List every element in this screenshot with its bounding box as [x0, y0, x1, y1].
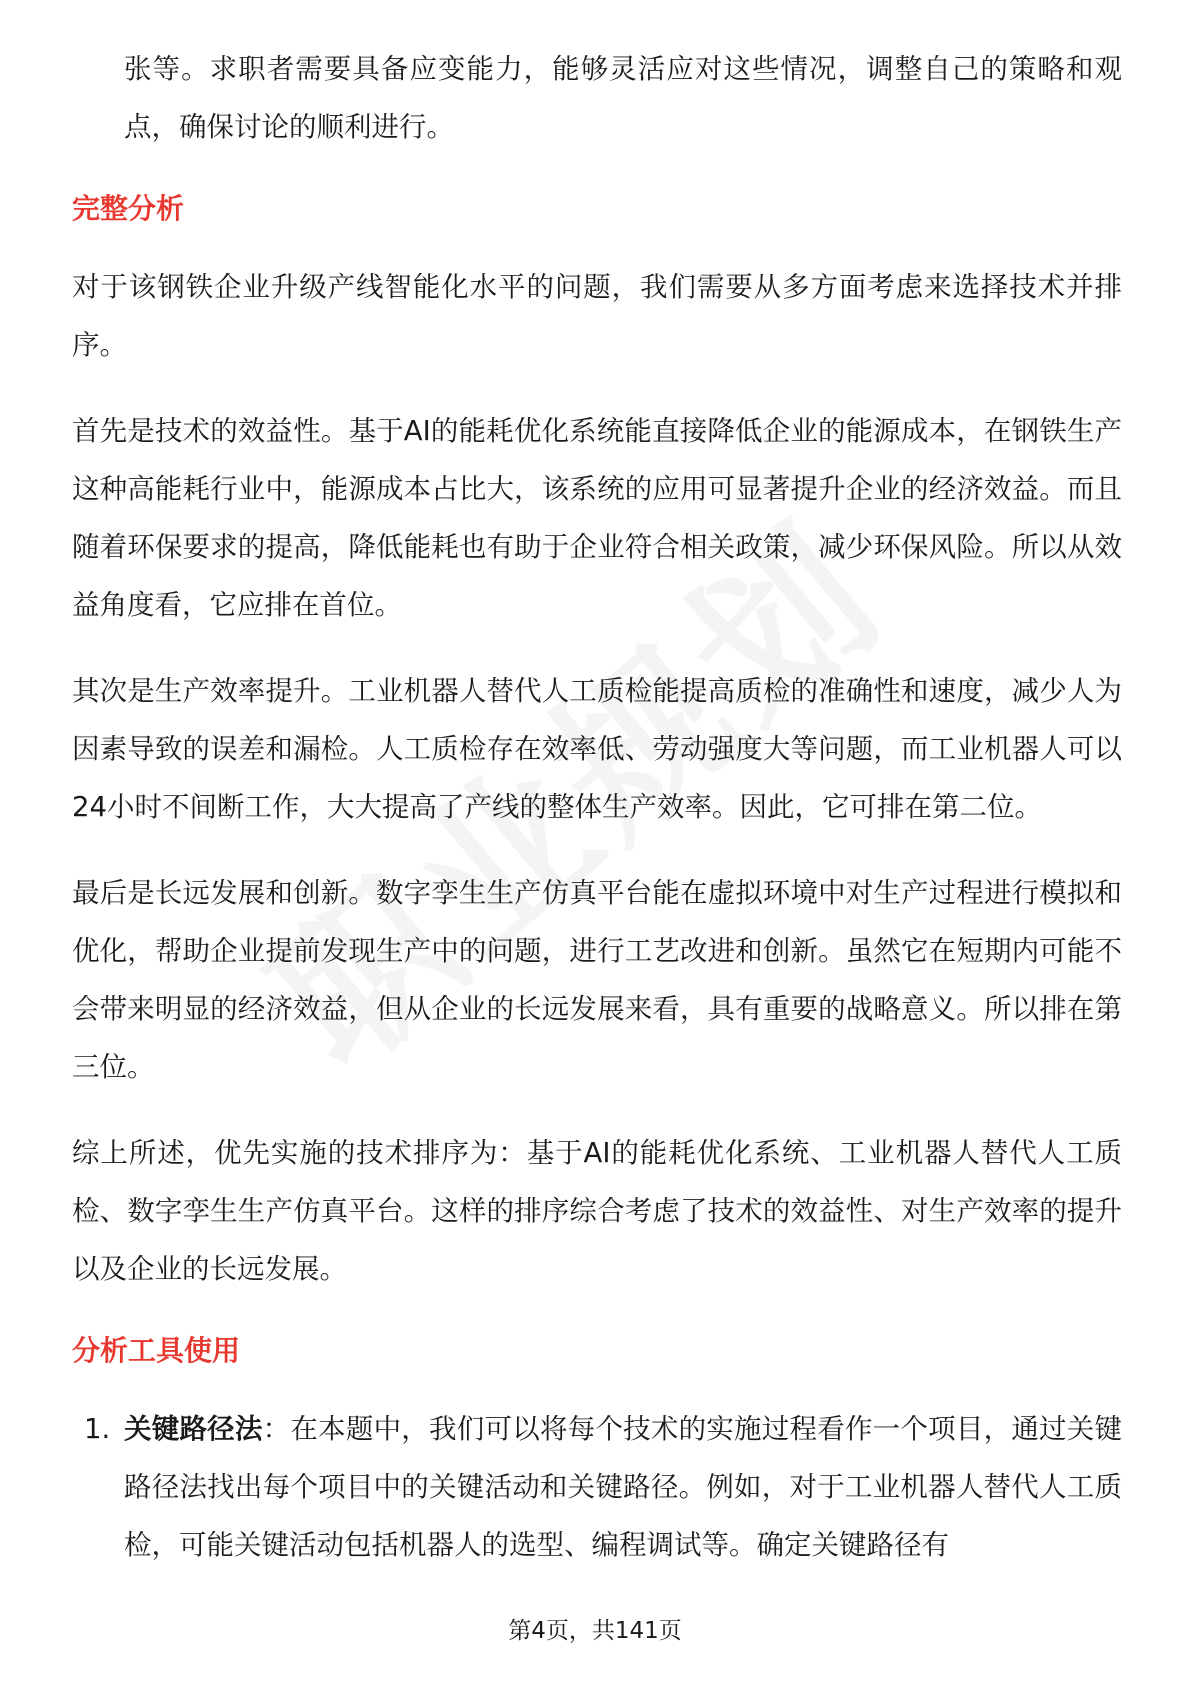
- paragraph-1: 对于该钢铁企业升级产线智能化水平的问题，我们需要从多方面考虑来选择技术并排序。: [72, 271, 1122, 361]
- paragraph-intro-continued: 张等。求职者需要具备应变能力，能够灵活应对这些情况，调整自己的策略和观点，确保讨论的顺利进行。: [124, 53, 1122, 143]
- section-heading-full-analysis: 完整分析: [72, 192, 185, 225]
- page-content: [72, 40, 1122, 1574]
- paragraph-5: 综上所述，优先实施的技术排序为：基于AI的能耗优化系统、工业机器人替代人工质检、数字孪生生产仿真平台。这样的排序综合考虑了技术的效益性、对生产效率的提升以及企业的长远发展。: [72, 1137, 1122, 1285]
- list-item-number: 1.: [84, 1413, 111, 1445]
- paragraph-4: 最后是长远发展和创新。数字孪生生产仿真平台能在虚拟环境中对生产过程进行模拟和优化，帮助企业提前发现生产中的问题，进行工艺改进和创新。虽然它在短期内可能不会带来明显的经济效益，但从企业的长远发展来看，具有重要的战略意义。所以排在第三位。: [72, 877, 1122, 1083]
- page-footer: 第4页，共141页: [508, 1618, 682, 1644]
- list-item-term: 关键路径法: [124, 1413, 263, 1445]
- paragraph-3: 其次是生产效率提升。工业机器人替代人工质检能提高质检的准确性和速度，减少人为因素导致的误差和漏检。人工质检存在效率低、劳动强度大等问题，而工业机器人可以24小时不间断工作，大大提高了产线的整体生产效率。因此，它可排在第二位。: [72, 675, 1122, 823]
- paragraph-2: 首先是技术的效益性。基于AI的能耗优化系统能直接降低企业的能源成本，在钢铁生产这种高能耗行业中，能源成本占比大，该系统的应用可显著提升企业的经济效益。而且随着环保要求的提高，降低能耗也有助于企业符合相关政策，减少环保风险。所以从效益角度看，它应排在首位。: [72, 415, 1122, 621]
- list-item: [72, 1400, 1122, 1574]
- section-heading-tools: 分析工具使用: [72, 1334, 241, 1367]
- list-item-text: ：在本题中，我们可以将每个技术的实施过程看作一个项目，通过关键路径法找出每个项目中的关键活动和关键路径。例如，对于工业机器人替代人工质检，可能关键活动包括机器人的选型、编程调试等。确定关键路径有: [124, 1413, 1123, 1561]
- tools-list: [72, 1400, 1122, 1574]
